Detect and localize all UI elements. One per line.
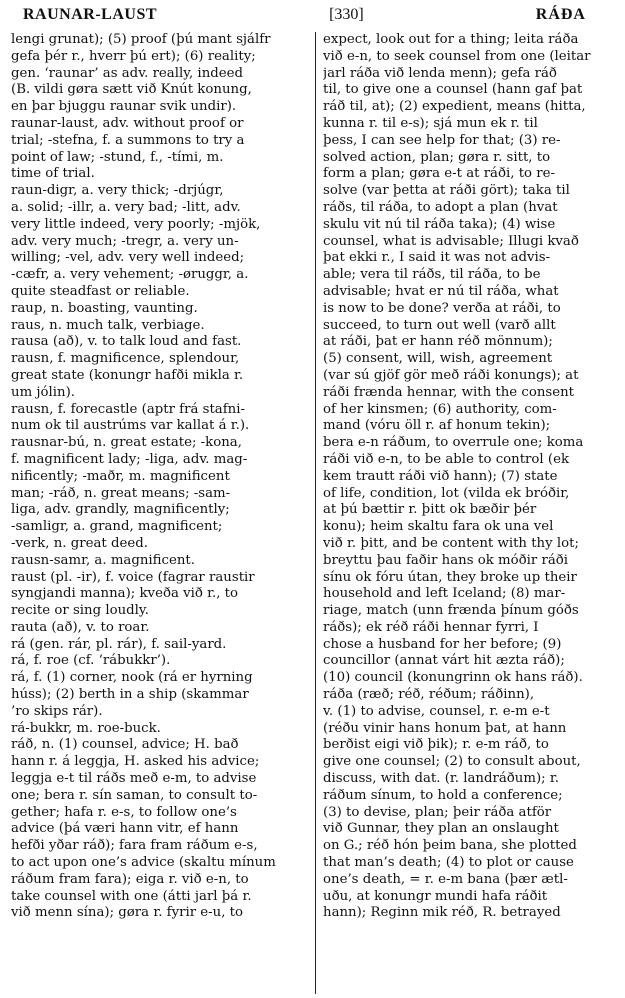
right-column-line: able; vera til ráðs, til ráða, to be [323, 267, 541, 283]
left-column-line: hann r. á leggja, H. asked his advice; [11, 754, 260, 770]
right-column-line: kunna r. til e-s); sjá mun ek r. til [323, 115, 538, 131]
left-column-line: willing; -vel, adv. very well indeed; [11, 250, 245, 266]
left-column-line: syngjandi manna); kveða við r., to [11, 586, 239, 602]
right-column-line: of life, condition, lot (vilda ek bróðir, [323, 485, 570, 501]
right-column-line: one’s death, = r. e-m bana (þær ætl- [323, 871, 568, 887]
right-column-line: hann); Reginn mik réð, R. betrayed [323, 905, 561, 921]
right-column-line: household and left Iceland; (8) mar- [323, 586, 566, 602]
left-column-line: -verk, n. great deed. [11, 535, 148, 551]
right-column-line: that man’s death; (4) to plot or cause [323, 855, 574, 871]
left-column-line: lengi grunat); (5) proof (þú mant sjálfr [11, 32, 271, 47]
left-column-line: raus, n. much talk, verbiage. [11, 317, 205, 333]
left-column-line: ráð, n. (1) counsel, advice; H. bað [11, 737, 239, 753]
right-column-line: counsel, what is advisable; Illugi kvað [323, 233, 579, 249]
left-column-line: (B. vildi gøra sætt við Knút konung, [11, 82, 252, 98]
right-column-line: (10) council (konungrinn ok hans ráð). [323, 670, 583, 686]
left-column-line: raup, n. boasting, vaunting. [11, 300, 198, 316]
right-column-line: skulu vit nú til ráða taka); (4) wise [323, 216, 556, 232]
left-column-line: húss); (2) berth in a ship (skammar [11, 687, 249, 703]
right-column-line: mand (vóru öll r. af honum tekin); [323, 418, 551, 434]
right-column-line: expect, look out for a thing; leita ráða [323, 32, 579, 47]
right-column-line: riage, match (unn frænda þínum góðs [323, 603, 579, 619]
left-column-line: gefa þér r., hverr þú ert); (6) reality; [11, 48, 256, 64]
right-column-line: discuss, with dat. (r. landráðum); r. [323, 771, 559, 787]
right-column-line: til, to give one a counsel (hann gaf þat [323, 82, 583, 98]
right-column-line: ráðs, til ráða, to adopt a plan (hvat [323, 199, 558, 215]
header-right-guideword: RÁÐA [535, 6, 586, 23]
left-column-line: hefði yðar ráð); fara fram ráðum e-s, [11, 838, 258, 854]
left-column-line: raunar-laust, adv. without proof or [11, 115, 244, 131]
right-column-line: (var sú gjöf gör með ráði konungs); at [323, 367, 579, 383]
left-column-line: to act upon one’s advice (skaltu mínum [11, 855, 276, 871]
left-column-line: en þar bjuggu raunar svik undir). [11, 99, 237, 115]
left-column-line: gen. ‘raunar’ as adv. really, indeed [11, 65, 244, 81]
right-column-line: við r. þitt, and be content with thy lot; [323, 535, 579, 551]
right-column-line: advisable; hvat er nú til ráða, what [323, 283, 559, 299]
left-column-line: advice (þá væri hann vitr, ef hann [11, 821, 239, 837]
right-column [321, 32, 616, 994]
left-column-line: -samligr, a. grand, magnificent; [11, 519, 223, 535]
right-column-line: jarl ráða við lenda menn); gefa ráð [323, 65, 557, 81]
left-column-line: time of trial. [11, 166, 95, 182]
right-column-line: ráði við e-n, to be able to control (ek [323, 451, 570, 467]
right-column-line: við e-n, to seek counsel from one (leitar [323, 48, 591, 64]
left-column-line: very little indeed, very poorly; -mjök, [11, 216, 261, 232]
left-column-line: nificently; -maðr, m. magnificent [11, 468, 230, 484]
right-column-line: breyttu þau faðir hans ok móðir ráði [323, 552, 569, 568]
left-column-line: rá, f. (1) corner, nook (rá er hyrning [11, 670, 253, 686]
right-column-line: on G.; réð hón þeim bana, she plotted [323, 838, 577, 854]
left-column-line: num ok til austrúms var kallat á r.). [11, 418, 250, 434]
right-column-line: solved action, plan; gøra r. sitt, to [323, 149, 551, 165]
left-column-line: rá (gen. rár, pl. rár), f. sail-yard. [11, 636, 227, 652]
left-column-line: ráðum fram fara); eiga r. við e-n, to [11, 871, 249, 887]
left-column-line: quite steadfast or reliable. [11, 283, 190, 299]
left-column-line: leggja e-t til ráðs með e-m, to advise [11, 771, 257, 787]
left-column [11, 32, 310, 994]
left-column-line: rausn, f. magnificence, splendour, [11, 351, 240, 367]
right-column-line: v. (1) to advise, counsel, r. e-m e-t [323, 703, 550, 719]
left-column-line: take counsel with one (átti jarl þá r. [11, 888, 252, 904]
left-column-line: við menn sína); gøra r. fyrir e-u, to [11, 905, 244, 921]
left-column-line: one; bera r. sín saman, to consult to- [11, 787, 258, 803]
right-column-line: kem trautt ráði við hann); (7) state [323, 468, 558, 484]
page-header [11, 6, 616, 32]
right-column-line: sínu ok fóru útan, they broke up their [323, 569, 577, 585]
left-column-line: f. magnificent lady; -liga, adv. mag- [11, 451, 248, 467]
left-column-line: a. solid; -illr, a. very bad; -litt, adv. [11, 199, 241, 215]
left-column-line: rausnar-bú, n. great estate; -kona, [11, 435, 242, 451]
left-column-line: rauta (að), v. to roar. [11, 619, 150, 635]
right-column-line: ráð til, at); (2) expedient, means (hitta, [323, 99, 586, 115]
right-column-line: chose a husband for her before; (9) [323, 636, 562, 652]
right-column-line: is now to be done? verða at ráði, to [323, 300, 561, 316]
column-divider [315, 32, 316, 994]
left-column-line: raust (pl. -ir), f. voice (fagrar raustir [11, 569, 255, 585]
left-column-line: adv. very much; -tregr, a. very un- [11, 233, 239, 249]
columns [11, 32, 616, 994]
left-column-line: ’ro skips rár). [11, 703, 103, 719]
left-column-line: rá, f. roe (cf. ‘rábukkr’). [11, 653, 171, 669]
left-column-line: rausa (að), v. to talk loud and fast. [11, 334, 242, 350]
header-left-guideword: RAUNAR-LAUST [23, 6, 158, 23]
left-column-line: rausn-samr, a. magnificent. [11, 552, 196, 568]
left-column-line: great state (konungr hafði mikla r. [11, 367, 244, 383]
right-column-line: (3) to devise, plan; þeir ráða atför [323, 804, 552, 820]
right-column-line: konu); heim skaltu fara ok una vel [323, 519, 554, 535]
right-column-line: at ráði, þat er hann réð mönnum); [323, 334, 553, 350]
left-column-line: point of law; -stund, f., -tími, m. [11, 149, 224, 165]
right-column-line: ráðs); ek réð ráði hennar fyrri, I [323, 619, 539, 635]
right-column-line: þess, I can see help for that; (3) re- [323, 132, 561, 148]
left-column-line: liga, adv. grandly, magnificently; [11, 502, 230, 518]
right-column-line: ráðum sínum, to hold a conference; [323, 787, 563, 803]
right-column-line: berðist eigi við þik); r. e-m ráð, to [323, 737, 549, 753]
left-column-line: raun-digr, a. very thick; -drjúgr, [11, 183, 224, 199]
right-column-line: þat ekki r., I said it was not advis- [323, 250, 551, 266]
right-column-line: bera e-n ráðum, to overrule one; koma [323, 435, 584, 451]
right-column-line: form a plan; gøra e-t at ráði, to re- [323, 166, 555, 182]
right-column-line: ráða (ræð; réð, réðum; ráðinn), [323, 687, 535, 703]
left-column-line: um jólin). [11, 384, 76, 400]
right-column-line: við Gunnar, they plan an onslaught [323, 821, 559, 837]
right-column-line: solve (var þetta at ráði gört); taka til [323, 183, 570, 199]
left-column-line: gether; hafa r. e-s, to follow one’s [11, 804, 237, 820]
left-column-line: -cæfr, a. very vehement; -øruggr, a. [11, 267, 249, 283]
right-column-line: (5) consent, will, wish, agreement [323, 351, 553, 367]
right-column-line: at þú bættir r. þitt ok bæðir þér [323, 502, 537, 518]
right-column-line: give one counsel; (2) to consult about, [323, 754, 581, 770]
left-column-line: rá-bukkr, m. roe-buck. [11, 720, 161, 736]
right-column-line: uðu, at konungr mundi hafa ráðit [323, 888, 548, 904]
right-column-line: (réðu vinir hans honum þat, at hann [323, 720, 567, 736]
page-number: [330] [329, 6, 364, 23]
left-column-line: trial; -stefna, f. a summons to try a [11, 132, 245, 148]
left-column-line: recite or sing loudly. [11, 603, 149, 619]
left-column-line: man; -ráð, n. great means; -sam- [11, 485, 231, 501]
right-column-line: succeed, to turn out well (varð allt [323, 317, 556, 333]
left-column-line: rausn, f. forecastle (aptr frá stafni- [11, 401, 245, 417]
right-column-line: councillor (annat várt hit æzta ráð); [323, 653, 565, 669]
right-column-line: of her kinsmen; (6) authority, com- [323, 401, 557, 417]
right-column-line: ráði frænda hennar, with the consent [323, 384, 574, 400]
